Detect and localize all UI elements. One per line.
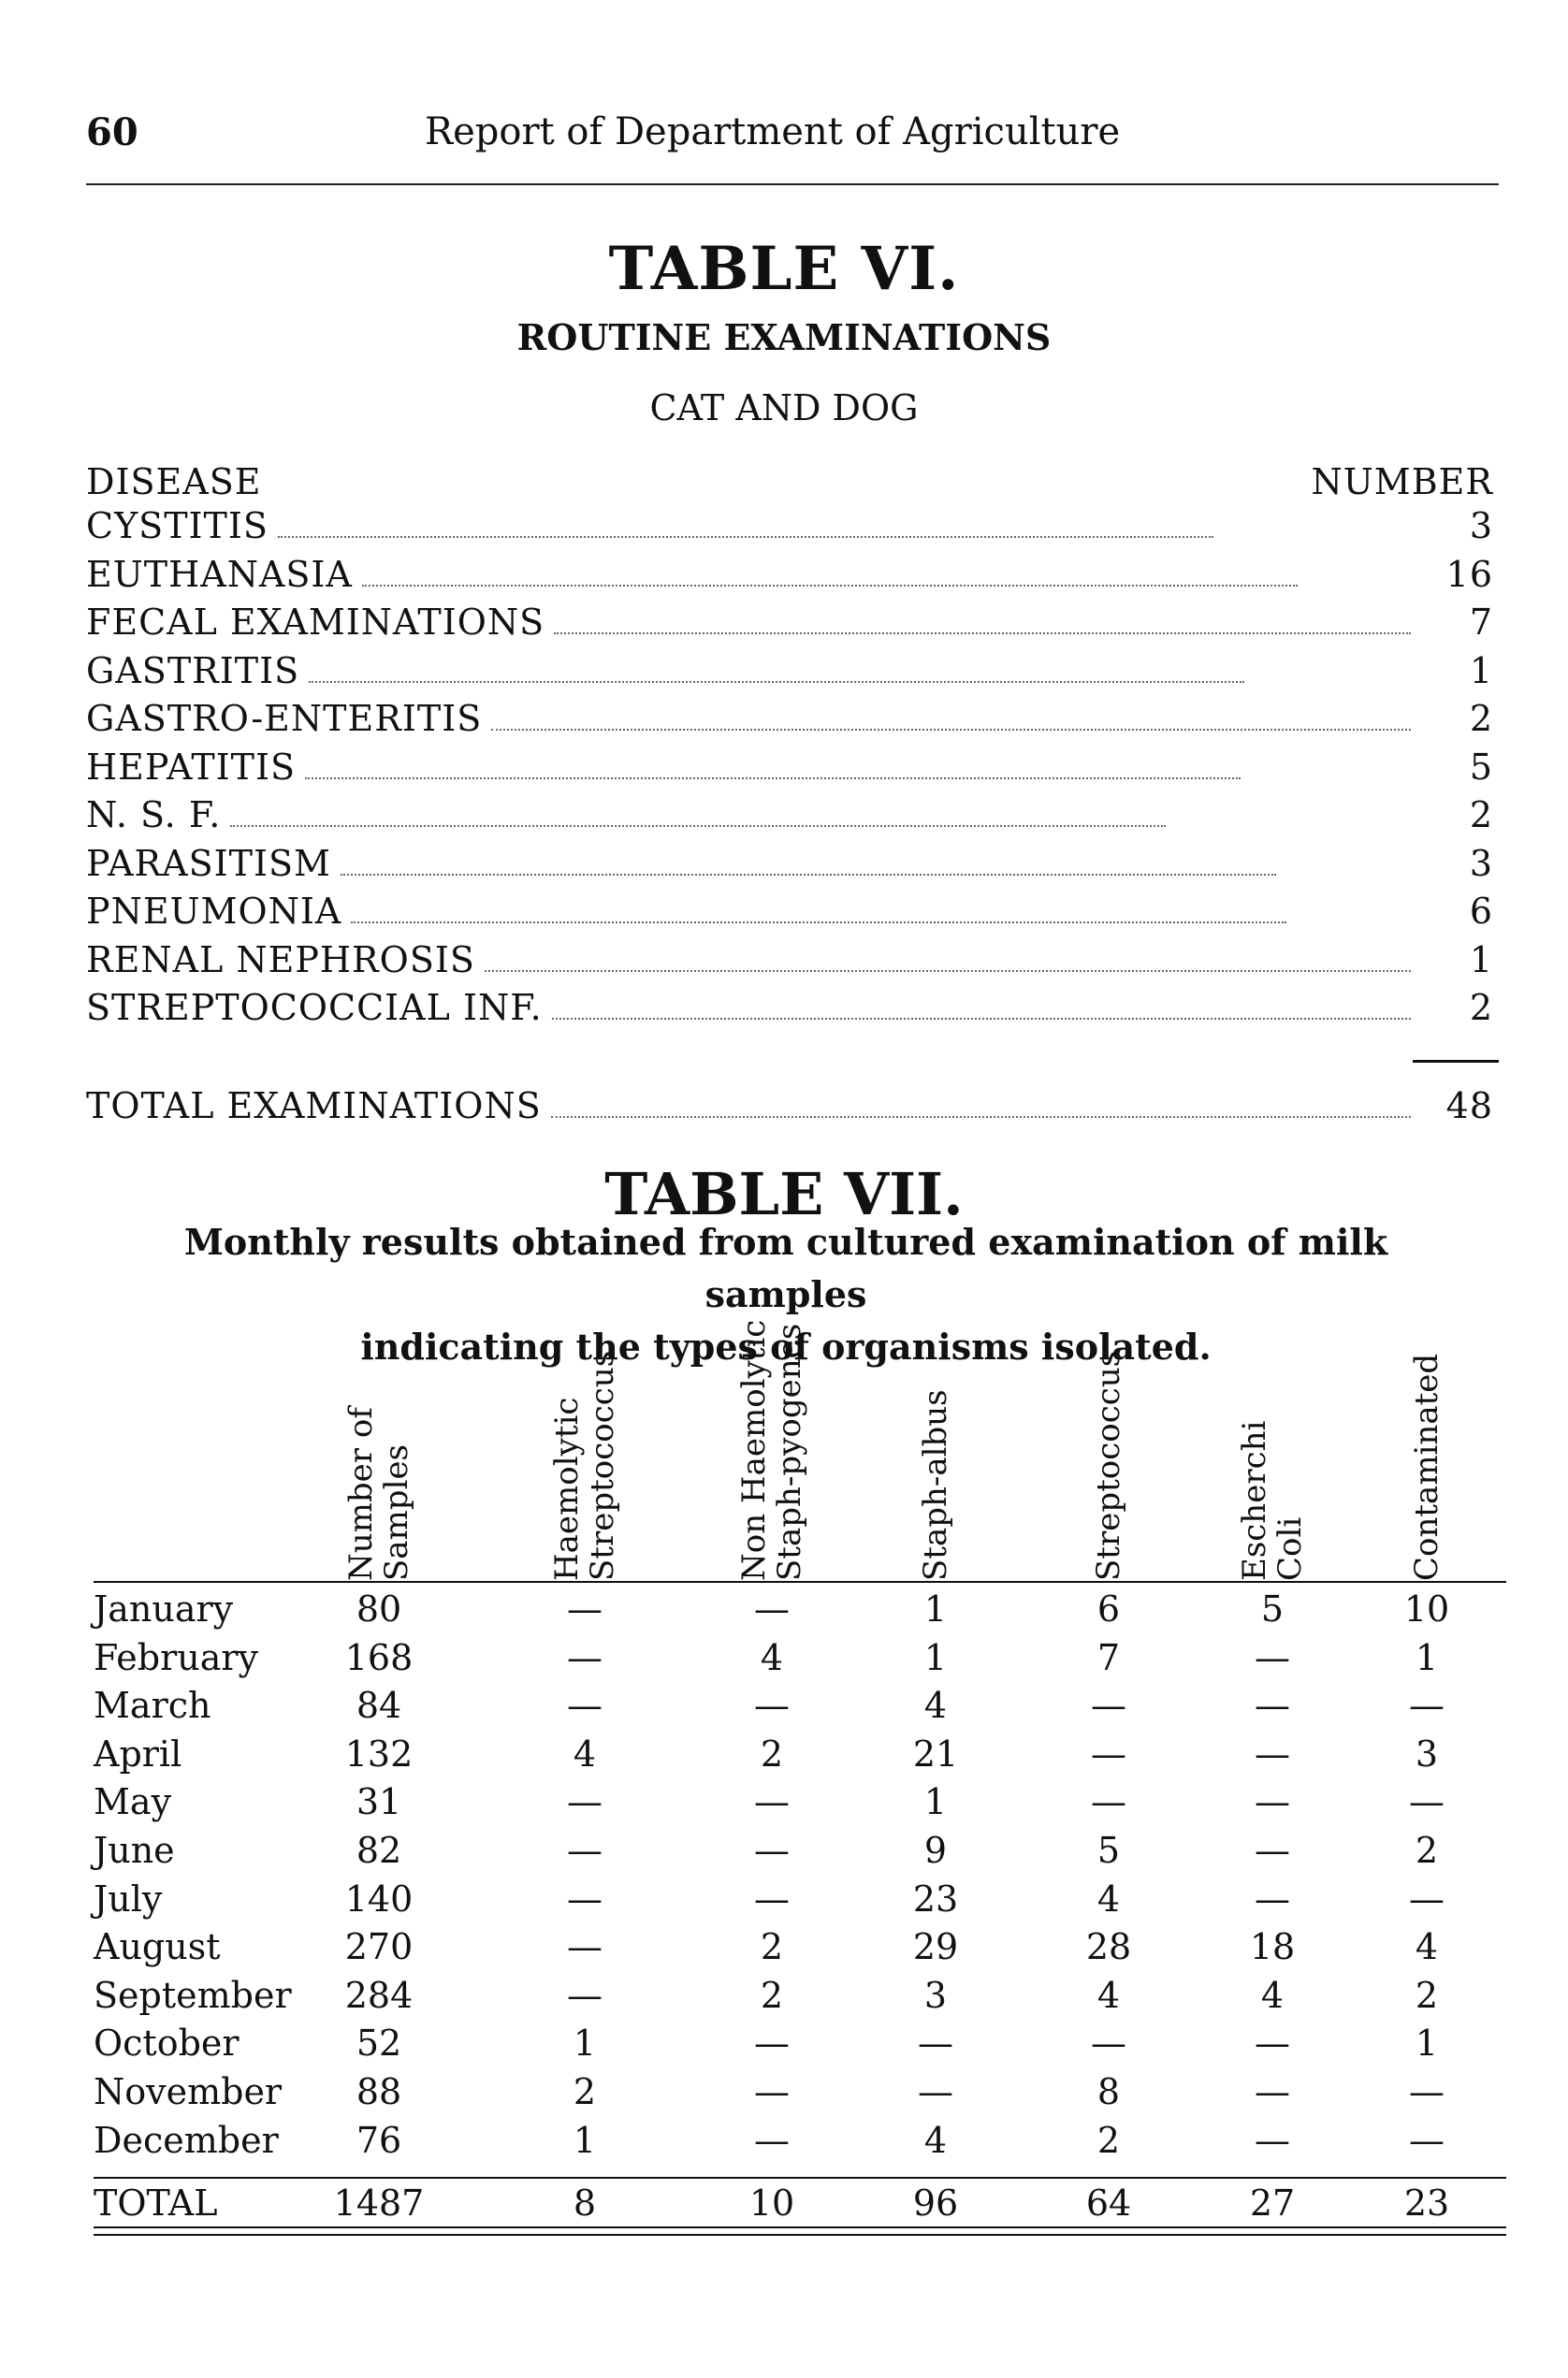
disease-count: 7 xyxy=(1469,602,1493,643)
table7-cell: — xyxy=(754,2070,790,2112)
table7-cell: — xyxy=(754,1878,790,1920)
table7-cell: 1 xyxy=(1415,1636,1439,1678)
table7-cell: 4 xyxy=(1096,1974,1121,2016)
table7-cell: — xyxy=(1255,1829,1290,1871)
table7-cell: — xyxy=(1255,1685,1290,1727)
table7-total-cell: 8 xyxy=(573,2182,597,2224)
table6-row xyxy=(86,987,1499,1036)
disease-name: FECAL EXAMINATIONS xyxy=(86,602,545,643)
table7-cell: — xyxy=(1091,1685,1126,1727)
table7-cell: 2 xyxy=(1096,2119,1121,2161)
month-label: November xyxy=(94,2070,283,2112)
page-number: 60 xyxy=(86,110,138,154)
table7-cell: 270 xyxy=(344,1926,414,1968)
disease-count: 5 xyxy=(1469,746,1493,788)
table7-cell: 2 xyxy=(760,1733,784,1775)
table7-column-header xyxy=(736,1319,807,1581)
table7-column-headers xyxy=(94,1314,1506,1581)
table7-cell: 4 xyxy=(923,1685,948,1727)
table7-cell: 3 xyxy=(923,1974,948,2016)
disease-name: GASTRITIS xyxy=(86,649,300,691)
table7-cell: 21 xyxy=(912,1733,959,1775)
leader-dots xyxy=(552,1018,1411,1020)
disease-name: STREPTOCOCCIAL INF. xyxy=(86,987,543,1028)
month-label: October xyxy=(94,2023,240,2065)
disease-name: N. S. F. xyxy=(86,794,222,835)
table7-header-rule xyxy=(94,1581,1506,1583)
table7-cell: 18 xyxy=(1249,1926,1296,1968)
table6-col-disease: DISEASE xyxy=(86,461,262,502)
table7-column-header xyxy=(1237,1319,1308,1581)
table7-total-cell: 23 xyxy=(1403,2182,1450,2224)
disease-name: RENAL NEPHROSIS xyxy=(86,938,475,980)
column-header-text: Non Haemolytic xyxy=(735,1319,773,1581)
table6-row xyxy=(86,891,1499,939)
table7-cell: — xyxy=(754,1685,790,1727)
table7-cell: — xyxy=(1409,2070,1445,2112)
column-header-text: Staph-pyogenes xyxy=(771,1323,808,1581)
disease-count: 6 xyxy=(1469,891,1493,932)
table7-cell: 3 xyxy=(1415,1733,1439,1775)
table7-cell: 4 xyxy=(573,1733,597,1775)
table7-cell: 2 xyxy=(760,1926,784,1968)
table7-cell: — xyxy=(567,1829,603,1871)
disease-count: 1 xyxy=(1469,649,1493,691)
table7-cell: 8 xyxy=(1096,2070,1121,2112)
table7-cell: 5 xyxy=(1260,1588,1285,1630)
disease-name: CYSTITIS xyxy=(86,505,269,546)
table7-cell: 5 xyxy=(1096,1829,1121,1871)
running-header xyxy=(86,110,1499,167)
disease-count: 2 xyxy=(1469,987,1493,1028)
table7-cell: 9 xyxy=(923,1829,948,1871)
disease-count: 3 xyxy=(1469,842,1493,884)
leader-dots xyxy=(351,921,1286,923)
table7-cell: — xyxy=(1409,2119,1445,2161)
table7-cell: 76 xyxy=(356,2119,402,2161)
table7-cell: — xyxy=(1255,1781,1290,1823)
table7-total-rule xyxy=(94,2177,1506,2179)
disease-count: 16 xyxy=(1445,553,1493,595)
table7-total-cell: 1487 xyxy=(333,2182,425,2224)
table7-cell: 4 xyxy=(1260,1974,1285,2016)
table6-row xyxy=(86,843,1499,892)
table6-subtitle2: CAT AND DOG xyxy=(649,387,919,428)
table7-cell: — xyxy=(754,2119,790,2161)
column-header-text: Number of xyxy=(342,1407,380,1581)
table7-row xyxy=(94,1781,1506,1830)
month-label: January xyxy=(94,1588,234,1630)
table6-row xyxy=(86,794,1499,843)
table7-cell: — xyxy=(1091,2023,1126,2065)
table7-cell: — xyxy=(567,1974,603,2016)
table7-cell: 31 xyxy=(356,1781,402,1823)
table7-cell: 52 xyxy=(356,2023,402,2065)
table7-cell: 28 xyxy=(1085,1926,1132,1968)
column-header-text: Haemolytic xyxy=(548,1397,586,1581)
table7-body xyxy=(94,1588,1506,2168)
leader-dots xyxy=(485,970,1411,972)
table7-column-header xyxy=(1091,1319,1126,1581)
table7-cell: 1 xyxy=(923,1588,948,1630)
table7-row xyxy=(94,1926,1506,1975)
table7-cell: 80 xyxy=(356,1588,402,1630)
table7-cell: — xyxy=(567,1685,603,1727)
table7-cell: 140 xyxy=(344,1878,414,1920)
column-header-text: Contaminated xyxy=(1408,1353,1445,1581)
table7-cell: 1 xyxy=(923,1636,948,1678)
leader-dots xyxy=(362,585,1298,587)
table7-cell: — xyxy=(1255,1636,1290,1678)
table7-bottom-rule xyxy=(94,2226,1506,2228)
table7-row xyxy=(94,1588,1506,1637)
table7-title: TABLE VII. xyxy=(604,1160,964,1228)
table7-cell: 6 xyxy=(1096,1588,1121,1630)
month-label: March xyxy=(94,1685,211,1727)
table7-cell: 1 xyxy=(1415,2023,1439,2065)
month-label: September xyxy=(94,1974,292,2016)
table7-cell: 2 xyxy=(1415,1829,1439,1871)
table7-cell: 1 xyxy=(573,2023,597,2065)
table7-total-cell: 10 xyxy=(748,2182,795,2224)
table7-cell: — xyxy=(1255,1733,1290,1775)
disease-name: HEPATITIS xyxy=(86,746,297,788)
month-label: August xyxy=(94,1926,221,1968)
table7-cell: — xyxy=(567,1636,603,1678)
table6-row xyxy=(86,939,1499,988)
month-label: June xyxy=(94,1829,175,1871)
table7-cell: — xyxy=(754,1588,790,1630)
table7-column-header xyxy=(1409,1319,1445,1581)
table7-total-cell: 96 xyxy=(912,2182,959,2224)
table7-column-header xyxy=(343,1319,414,1581)
table7-cell: 4 xyxy=(1415,1926,1439,1968)
leader-dots xyxy=(230,825,1166,827)
disease-name: PARASITISM xyxy=(86,842,331,884)
table7-row xyxy=(94,2071,1506,2120)
month-label: July xyxy=(94,1878,163,1920)
running-title: Report of Department of Agriculture xyxy=(425,110,1121,153)
table7-cell: — xyxy=(754,2023,790,2065)
table6-subtitle: ROUTINE EXAMINATIONS xyxy=(516,316,1052,358)
table7-cell: 10 xyxy=(1403,1588,1450,1630)
table7-row xyxy=(94,1878,1506,1927)
leader-dots xyxy=(278,536,1213,538)
disease-count: 3 xyxy=(1469,505,1493,546)
table7-row xyxy=(94,1637,1506,1686)
disease-name: EUTHANASIA xyxy=(86,553,353,595)
table6-total-row xyxy=(86,1085,1499,1134)
table7-cell: 2 xyxy=(1415,1974,1439,2016)
table6-header xyxy=(86,461,1499,508)
column-header-text: Samples xyxy=(378,1443,415,1581)
leader-dots xyxy=(309,681,1244,683)
table7-column-header xyxy=(918,1319,953,1581)
table6-row xyxy=(86,650,1499,699)
table7-cell: 7 xyxy=(1096,1636,1121,1678)
leader-dots xyxy=(554,632,1411,634)
table7-column-header xyxy=(549,1319,620,1581)
table7-cell: 1 xyxy=(923,1781,948,1823)
table7-cell: — xyxy=(1255,2023,1290,2065)
disease-name: PNEUMONIA xyxy=(86,891,342,932)
table7-cell: 2 xyxy=(760,1974,784,2016)
table7-cell: 82 xyxy=(356,1829,402,1871)
table6-body xyxy=(86,505,1499,1036)
table6-row xyxy=(86,554,1499,602)
table7-row xyxy=(94,1975,1506,2023)
leader-dots xyxy=(551,1116,1411,1118)
disease-name: GASTRO-ENTERITIS xyxy=(86,698,483,739)
table6-row xyxy=(86,698,1499,747)
table7-cell: 168 xyxy=(344,1636,414,1678)
month-label: April xyxy=(94,1733,182,1775)
table7-cell: — xyxy=(1091,1781,1126,1823)
column-header-text: Streptococcus xyxy=(584,1350,621,1581)
month-label: May xyxy=(94,1781,172,1823)
table7-caption-line1: Monthly results obtained from cultured examination of milk samples xyxy=(183,1221,1388,1315)
table7-cell: — xyxy=(754,1829,790,1871)
leader-dots xyxy=(341,874,1276,876)
disease-count: 1 xyxy=(1469,938,1493,980)
disease-count: 2 xyxy=(1469,698,1493,739)
table6-total-label: TOTAL EXAMINATIONS xyxy=(86,1085,542,1126)
table7-cell: — xyxy=(918,2070,953,2112)
table7-row xyxy=(94,2120,1506,2168)
table7-cell: 2 xyxy=(573,2070,597,2112)
table7-cell: — xyxy=(918,2023,953,2065)
table7-bottom-rule-double xyxy=(94,2234,1506,2236)
leader-dots xyxy=(305,777,1241,779)
column-header-text: Coli xyxy=(1271,1516,1309,1581)
table7-row xyxy=(94,1733,1506,1782)
table7-row xyxy=(94,1830,1506,1878)
leader-dots xyxy=(491,729,1411,731)
table7-row xyxy=(94,2023,1506,2071)
table7-cell: — xyxy=(1409,1781,1445,1823)
column-header-text: Staph-albus xyxy=(917,1389,954,1581)
table7-row xyxy=(94,1685,1506,1733)
table7-cell: — xyxy=(1255,2070,1290,2112)
table7-cell: — xyxy=(567,1926,603,1968)
column-header-text: Streptococcus xyxy=(1090,1350,1127,1581)
table7-cell: — xyxy=(1091,1733,1126,1775)
table7-cell: — xyxy=(1409,1878,1445,1920)
table7-cell: — xyxy=(567,1781,603,1823)
month-label: February xyxy=(94,1636,259,1678)
table7-cell: 4 xyxy=(1096,1878,1121,1920)
table6-row xyxy=(86,505,1499,554)
header-rule xyxy=(86,183,1499,185)
month-label: December xyxy=(94,2119,279,2161)
table7-total-label: TOTAL xyxy=(94,2182,218,2224)
table7-total-cell: 64 xyxy=(1085,2182,1132,2224)
table7-caption-line2: indicating the types of organisms isolated. xyxy=(360,1326,1212,1368)
table6-sum-rule xyxy=(1413,1060,1499,1063)
table6-row xyxy=(86,602,1499,650)
table7-cell: — xyxy=(567,1878,603,1920)
table7-cell: 4 xyxy=(923,2119,948,2161)
table7-total-cell: 27 xyxy=(1249,2182,1296,2224)
table7-cell: 23 xyxy=(912,1878,959,1920)
table7-cell: 88 xyxy=(356,2070,402,2112)
table6-row xyxy=(86,747,1499,795)
table7-cell: 284 xyxy=(344,1974,414,2016)
table7-cell: — xyxy=(1255,1878,1290,1920)
disease-count: 2 xyxy=(1469,794,1493,835)
table7-cell: 84 xyxy=(356,1685,402,1727)
column-header-text: Escherchi xyxy=(1236,1420,1273,1581)
table7-cell: 4 xyxy=(760,1636,784,1678)
table7-cell: 29 xyxy=(912,1926,959,1968)
table6-total-value: 48 xyxy=(1445,1085,1493,1126)
table7-cell: 1 xyxy=(573,2119,597,2161)
table7-cell: — xyxy=(1255,2119,1290,2161)
table6-title: TABLE VI. xyxy=(608,234,960,304)
table7-cell: 132 xyxy=(344,1733,414,1775)
table7-cell: — xyxy=(567,1588,603,1630)
table7-total-row xyxy=(94,2182,1506,2227)
table6-col-number: NUMBER xyxy=(1311,461,1493,502)
table7-cell: — xyxy=(754,1781,790,1823)
table7-cell: — xyxy=(1409,1685,1445,1727)
